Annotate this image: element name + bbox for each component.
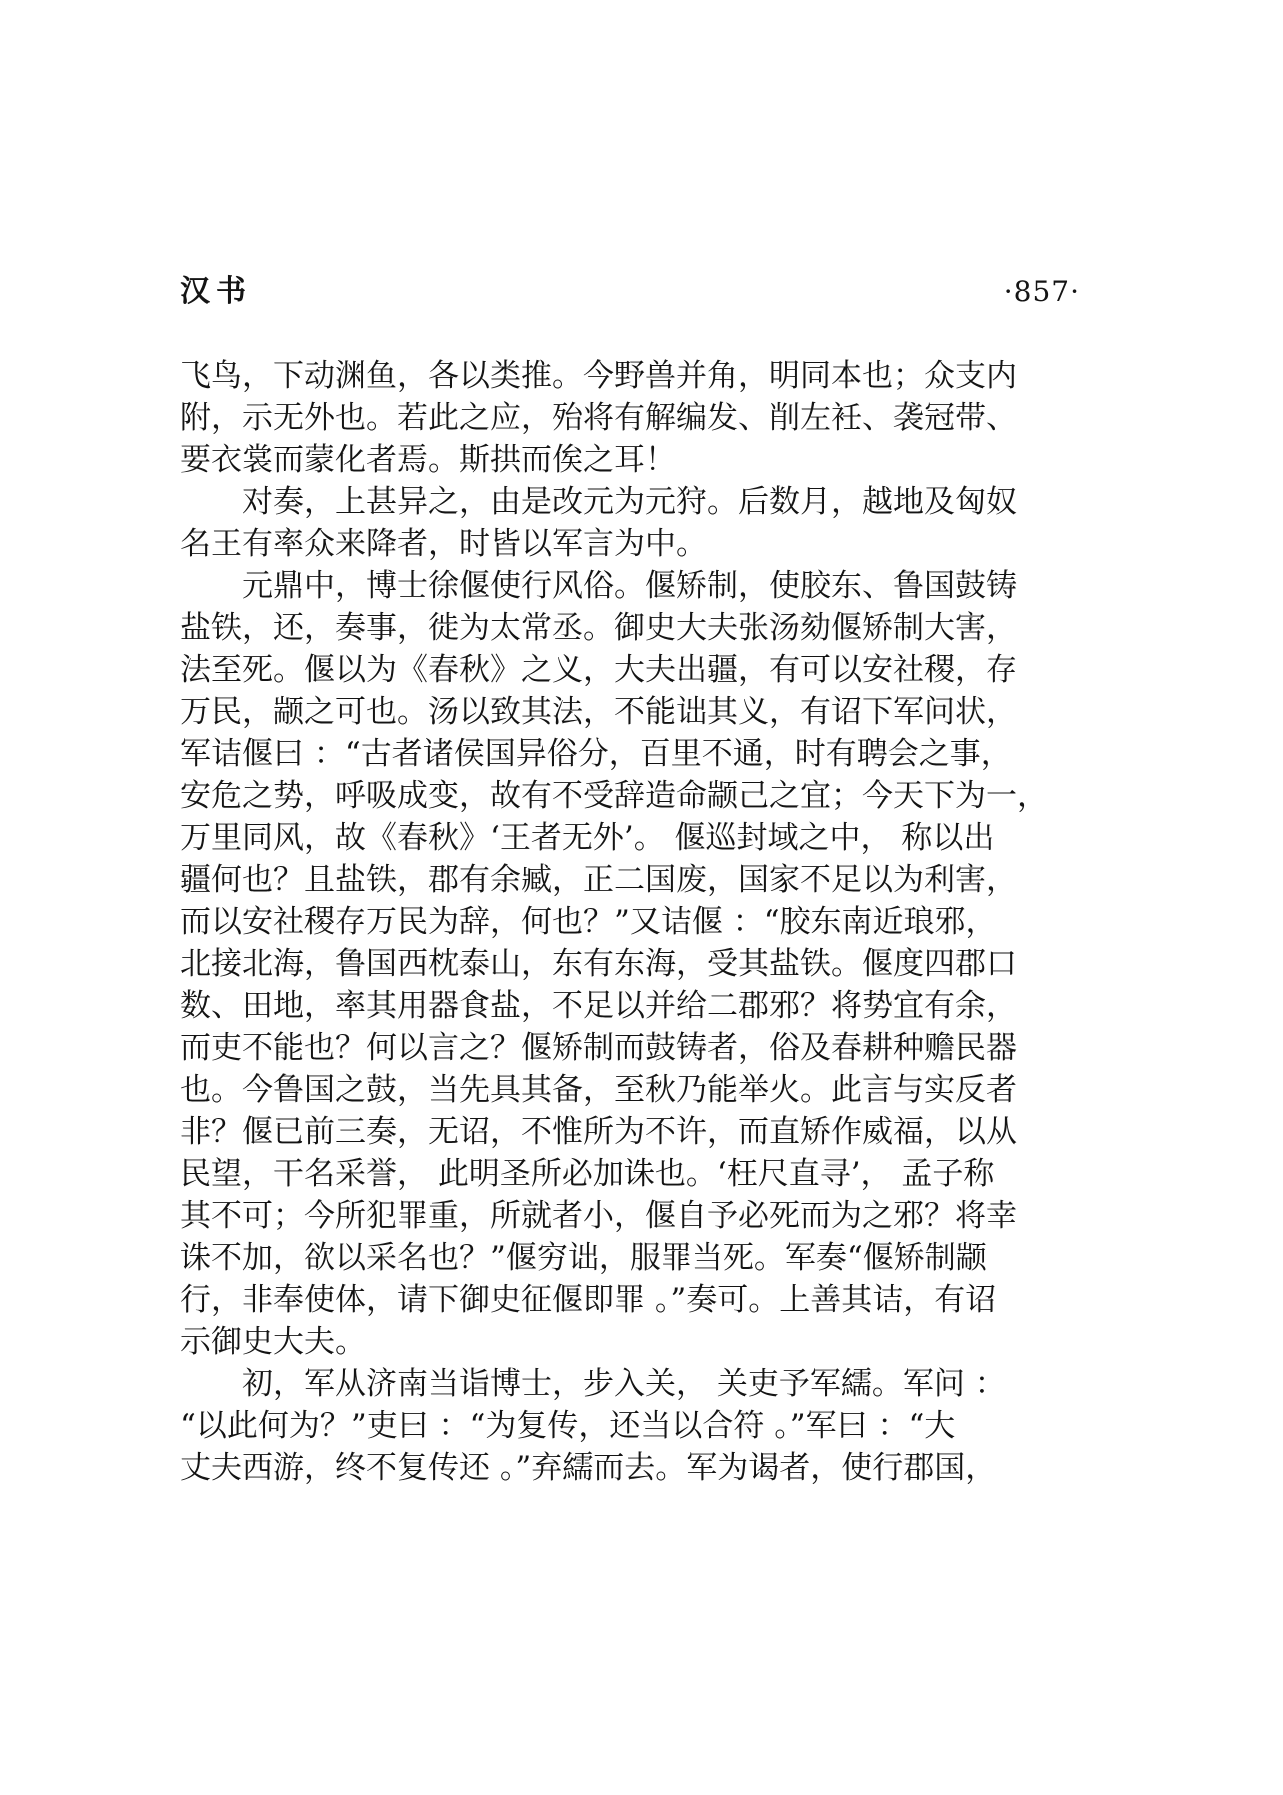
text-line: 名王有率众来降者，时皆以军言为中。 xyxy=(180,526,707,562)
text-line: 万里同风，故《春秋》‘王者无外’。 偃巡封域之中， 称以出 xyxy=(180,820,995,856)
text-line: 元鼎中，博士徐偃使行风俗。偃矫制，使胶东、鲁国鼓铸 xyxy=(180,568,1017,604)
text-line: 军诘偃曰 ：“古者诸侯国异俗分，百里不通，时有聘会之事， xyxy=(180,736,1012,772)
running-header xyxy=(180,268,1080,316)
text-line: 而吏不能也？何以言之？偃矫制而鼓铸者，俗及春耕种赡民器 xyxy=(180,1030,1017,1066)
text-line: 诛不加，欲以采名也？”偃穷诎，服罪当死。军奏“偃矫制颛 xyxy=(180,1240,987,1276)
text-line: 万民，颛之可也。汤以致其法，不能诎其义，有诏下军问状， xyxy=(180,694,1017,730)
text-line: 示御史大夫。 xyxy=(180,1324,366,1360)
text-line: 而以安社稷存万民为辞，何也？”又诘偃 ：“胶东南近琅邪， xyxy=(180,904,997,940)
text-line: 疆何也？且盐铁，郡有余臧，正二国废，国家不足以为利害， xyxy=(180,862,1017,898)
text-line: “以此何为？”吏曰 ：“为复传，还当以合符 。”军曰 ：“大 xyxy=(180,1408,956,1444)
book-title: 汉书 xyxy=(180,274,252,309)
text-line: 非？偃已前三奏，无诏，不惟所为不许，而直矫作威福，以从 xyxy=(180,1114,1017,1150)
text-line: 安危之势，呼吸成变，故有不受辞造命颛己之宜；今天下为一， xyxy=(180,778,1048,814)
text-line: 初，军从济南当诣博士，步入关， 关吏予军繻。军问 ： xyxy=(180,1366,1006,1402)
text-line: 其不可；今所犯罪重，所就者小，偃自予必死而为之邪？将幸 xyxy=(180,1198,1017,1234)
text-line: 民望，干名采誉， 此明圣所必加诛也。‘枉尺直寻’， 孟子称 xyxy=(180,1156,995,1192)
text-line: 法至死。偃以为《春秋》之义，大夫出疆，有可以安社稷，存 xyxy=(180,652,1017,688)
text-line: 丈夫西游，终不复传还 。”弃繻而去。军为谒者，使行郡国， xyxy=(180,1450,997,1486)
page-number: ·857· xyxy=(1003,275,1080,308)
text-line: 飞鸟，下动渊鱼，各以类推。今野兽并角，明同本也；众支内 xyxy=(180,358,1017,394)
text-line: 附，示无外也。若此之应，殆将有解编发、削左衽、袭冠带、 xyxy=(180,400,1017,436)
body-text xyxy=(180,355,1085,1489)
text-line: 也。今鲁国之鼓，当先具其备，至秋乃能举火。此言与实反者 xyxy=(180,1072,1017,1108)
text-line: 盐铁，还，奏事，徙为太常丞。御史大夫张汤劾偃矫制大害， xyxy=(180,610,1017,646)
text-line: 对奏，上甚异之，由是改元为元狩。后数月，越地及匈奴 xyxy=(180,484,1017,520)
text-line: 数、田地，率其用器食盐，不足以并给二郡邪？将势宜有余， xyxy=(180,988,1017,1024)
text-line: 北接北海，鲁国西枕泰山，东有东海，受其盐铁。偃度四郡口 xyxy=(180,946,1017,982)
text-line: 行，非奉使体，请下御史征偃即罪 。”奏可。上善其诘，有诏 xyxy=(180,1282,997,1318)
text-line: 要衣裳而蒙化者焉。斯拱而俟之耳！ xyxy=(180,442,676,478)
